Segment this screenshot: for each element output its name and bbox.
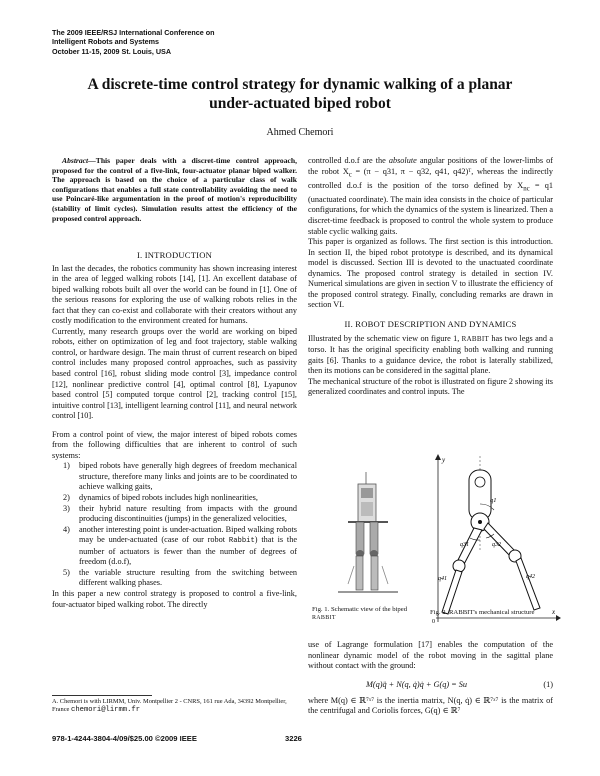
intro-paragraph-3: From a control point of view, the major interest of biped robots comes from the following difficulties that are inherent to control of such systems: (52, 429, 297, 460)
right-column-top (308, 156, 553, 398)
figure-1-robot-image (318, 466, 418, 598)
x-axis-arrow-icon (556, 615, 561, 621)
figure-1-caption: Fig. 1. Schematic view of the biped RABBIT (312, 606, 408, 622)
y-axis-arrow-icon (435, 454, 441, 460)
label-q41: q41 (438, 576, 447, 582)
right-paragraph-1: controlled d.o.f are the absolute angular positions of the lower-limbs of the robot $X_c = (\pi - q31$, π − q32, q41, q42)ᵀ, whereas the indirectly controlled d.o.f is the position of the torso defined by $X_{nc} = q1$ (unactuated coordinate). The main idea consists in the choice of particular configurations, for which the dynamics of the system is linearized. Then a discret-time feedback is proposed to control the whole system to produce stable cyclic walking gaits. (308, 156, 554, 236)
author-email[interactable]: chemori@lirmm.fr (71, 706, 141, 715)
label-q1: q1 (490, 497, 497, 504)
equation-number: (1) (543, 679, 553, 689)
right-paragraph-2: This paper is organized as follows. The first section is this introduction. In section II, the biped robot prototype is described, and its dynamical model is discussed. Section III is devoted to the unactuated coordinate dynamics. The proposed control strategy is detailed in section IV. Numerical simulations are given in section V to illustrate the efficiency of the proposed control strategy. Finally, concluding remarks are drawn in section VI. (308, 237, 553, 310)
right-shank (516, 558, 540, 610)
conference-line-2: Intelligent Robots and Systems (52, 37, 160, 47)
list-item: 1) biped robots have generally high degrees of freedom mechanical structure, therefore many links and joints are to be coordinated to achieve walking gaits, (63, 461, 297, 492)
x-axis-label: x (552, 608, 556, 616)
label-q31: q31 (460, 542, 469, 548)
intro-paragraph-4: In this paper a new control strategy is proposed to control a five-link, four-actuator biped walking robot. The directly (52, 588, 297, 609)
list-item: 3) their hybrid nature resulting from impacts with the ground producing discontinuities (jumps) in the generalized velocities, (63, 503, 297, 524)
figure-2-mechanical-structure (430, 452, 562, 624)
left-knee (453, 560, 465, 572)
abstract (52, 156, 297, 223)
paper-title (60, 75, 540, 113)
right-paragraph-6: where M(q) ∈ ℝ⁷ˣ⁷ is the inertia matrix, N(q, q̇) ∈ ℝ⁷ˣ⁷ is the matrix of the centrifugal and Coriolis forces, G(q) ∈ ℝ⁷ (308, 695, 553, 716)
right-paragraph-5: use of Lagrange formulation [17] enables the computation of the nonlinear dynamic model of the robot moving in the sagittal plane without contact with the ground: (308, 640, 553, 671)
isbn-line: 978-1-4244-3804-4/09/$25.00 ©2009 IEEE (52, 734, 197, 743)
list-item: 4) another interesting point is under-actuation. Biped walking robots may be under-actuated (case of our robot Rabbit) that is the number of actuators is fewer than the number of degrees of freedom (d.o.f), (63, 524, 297, 567)
section-heading-robot: II. ROBOT DESCRIPTION AND DYNAMICS (344, 318, 517, 329)
equation-text: M(q)q̈ + N(q, q̇)q̇ + G(q) = Su (366, 679, 468, 689)
label-q42: q42 (526, 574, 535, 580)
robot-name: Rabbit (228, 537, 255, 546)
author: Ahmed Chemori (266, 127, 334, 138)
list-item: 2) dynamics of biped robots includes high nonlinearities, (63, 493, 258, 503)
abstract-label: Abstract (62, 156, 89, 165)
conference-header (52, 28, 312, 56)
right-paragraph-4: The mechanical structure of the robot is illustrated on figure 2 showing its generalized coordinates and control inputs. The (308, 376, 553, 397)
origin-label: 0 (432, 619, 435, 624)
intro-paragraph-2: Currently, many research groups over the world are working on biped robots, either on optimization of leg and foot trajectory, stable walking control, or hardware design. The main thrust of current research on biped control includes many proposed control approaches, such as passivity based control [16], robust sliding mode control [3], impedance control [12], nonlinear predictive control [4], optimal control [8], Lyapunov based control [5] computed torque control [2], tracking control [15], intuitive control [13], intelligent learning control [11], and neural network control [10]. (52, 326, 297, 421)
difficulty-list (52, 461, 297, 589)
intro-paragraph-1: In last the decades, the robotics community has shown increasing interest in the area of legged walking robots [14], [1]. An excellent database of biped walking robots built all over the world can be found in [1]. One of the serious reasons for exploring the use of walking robots relies in the fact that they can co-exist and collaborate with their creators without any costly modification to the environment created for humans. (52, 263, 297, 326)
list-item: 5) the variable structure resulting from the switching between different walking phases. (63, 567, 297, 588)
title-line-2: under-actuated biped robot (209, 95, 391, 112)
y-axis-label: y (442, 456, 446, 464)
equation-1 (308, 676, 553, 696)
right-column-bottom (308, 640, 553, 717)
torso-mass (475, 477, 485, 487)
conference-line-3: October 11-15, 2009 St. Louis, USA (52, 46, 172, 56)
conference-line-1: The 2009 IEEE/RSJ International Conference on (52, 28, 215, 37)
robot-name: RABBIT (461, 335, 490, 344)
footnote-rule (52, 695, 152, 696)
abstract-text: —This paper deals with a discret-time control approach, proposed for the control of a five-link, four-actuator planar biped walker. The approach is based on the choice of a particular class of walk configurations that enables a full state controllability avoiding the need to use Poincaré-like argumentation in the proof of motion's reproducibility (stability of limit cycles). Simulation results attest the efficiency of the proposed control approach. (52, 156, 297, 223)
right-paragraph-3: Illustrated by the schematic view on figure 1, RABBIT has two legs and a torso. It has the original specificity enabling both walking and running gaits [6]. Thanks to a guidance device, the robot is laterally stabilized, then its motions can be considered in the sagittal plane. (308, 334, 553, 376)
title-line-1: A discrete-time control strategy for dynamic walking of a planar (87, 76, 513, 93)
left-column (52, 250, 297, 610)
section-heading-intro: I. INTRODUCTION (136, 250, 213, 260)
figure-2-caption: Fig. 2. RABBIT's mechanical structure (430, 609, 535, 616)
footnote: A. Chemori is with LIRMM, Univ. Montpellier 2 - CNRS, 161 rue Ada, 34392 Montpellier, France chemori@lirmm.fr (52, 698, 287, 715)
label-q32: q32 (492, 542, 501, 548)
page-number: 3226 (285, 734, 302, 743)
